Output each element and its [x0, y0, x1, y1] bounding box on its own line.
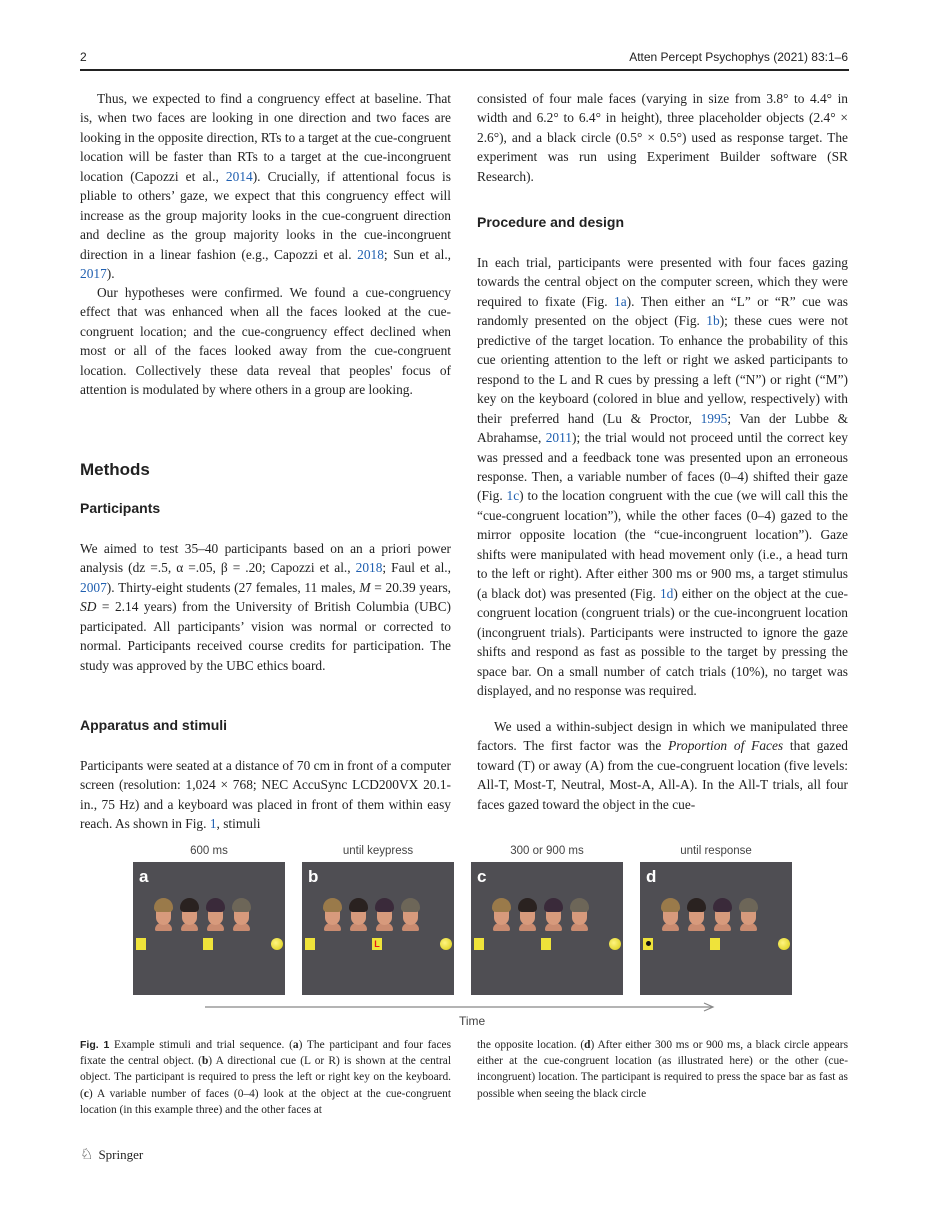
springer-logo — [80, 1145, 143, 1164]
text-run: that gazed toward (T) or away (A) from the cue-congruent location (five levels: All-T, Most-T, Neutral, Most-A, All-A). In the All-T trials, all four faces gazed toward the object in the cue- — [477, 738, 848, 812]
text-run: Our hypotheses were confirmed. We found a cue-congruency effect that was enhanced when all the faces looked at the cue-congruent location; and the cue-congruency effect declined when most or all of the faces looked away from the cue-congruent location. Collectively these data reveal that peoples' focus of attention is modulated by where others in a group are looking. — [80, 285, 451, 398]
text-run: We aimed to test 35–40 participants based on an a priori power analysis (dz =.5, α =.05, β = .20; Capozzi et al., — [80, 541, 451, 576]
citation-link[interactable]: 1c — [506, 488, 520, 504]
text-run: ); these cues were not predictive of the target location. To enhance the probability of this cue orienting attention to the left or right we asked participants to respond to the L and R cues by pressing a left (“N”) or right (“M”) key on the keyboard (colored in blue and yellow, respectively) with their preferred hand (Lu & Proctor, — [477, 313, 848, 426]
citation-link[interactable]: 1 — [209, 816, 217, 832]
citation-link[interactable]: 1d — [659, 585, 674, 601]
text-run: ). — [106, 266, 115, 282]
text-run: ). Crucially, if attentional focus is pliable to others’ gaze, we expect that this congruency effect will increase as the group majority looks in the cue-congruent direction and decline as the group majority looks in the cue-incongruent direction in a linear fashion (e.g., Capozzi et al. — [80, 168, 451, 262]
text-run: ) After either 300 ms or 900 ms, a black circle appears either at the cue-congruent location (as illustrated here) or the other (cue-incongruent) location. The participant is required to press the space bar as fast as possible when seeing the black circle — [477, 1039, 849, 1100]
text-run: ; Sun et al., — [383, 246, 452, 262]
panel-duration-label: 600 ms — [190, 845, 228, 857]
panel-letter: d — [646, 867, 657, 886]
citation-link[interactable]: 2011 — [545, 430, 573, 446]
running-header: Atten Percept Psychophys (2021) 83:1–6 — [629, 50, 848, 64]
panel-duration-label: until keypress — [342, 845, 414, 857]
springer-horse-icon: ♘ — [80, 1147, 94, 1163]
subheading-apparatus: Apparatus and stimuli — [80, 717, 228, 733]
subheading-procedure: Procedure and design — [477, 214, 625, 230]
figure-caption-left — [80, 1037, 451, 1118]
panel-letter: a — [139, 867, 149, 886]
text-run: ). Then either an “L” or “R” cue was randomly presented on the object (Fig. — [477, 293, 848, 329]
panel-duration-label: 300 or 900 ms — [510, 845, 584, 857]
figure-label: Fig. 1 — [80, 1039, 110, 1051]
text-run: M — [359, 579, 371, 595]
text-run: ). Thirty-eight students (27 females, 11 males, — [106, 579, 360, 595]
text-run: ; Faul et al., — [382, 560, 451, 576]
citation-link[interactable]: 1995 — [700, 410, 728, 426]
cue-letter: L — [374, 939, 380, 949]
text-run: , stimuli — [216, 816, 261, 832]
panel-duration-label: until response — [680, 845, 752, 857]
text-run: the opposite location. ( — [477, 1039, 585, 1051]
citation-link[interactable]: 2018 — [355, 560, 383, 576]
text-run: ) either on the object at the cue-congruent location (congruent trials) or the cue-incongruent location (incongruent trials). Participants were instructed to ignore the gaze shifts and respond as fast as possible to the target by pressing the space bar. On a small number of catch trials (10%), no target was displayed, and no response was required. — [477, 585, 848, 698]
text-run: ) A directional cue (L or R) is shown at the central object. The participant is required to press the left or right key on the keyboard. ( — [80, 1055, 451, 1100]
section-heading-methods: Methods — [80, 460, 150, 479]
text-run: Thus, we expected to find a congruency effect at baseline. That is, when two faces are looking in one direction and two faces are looking in the opposite direction, RTs to a target at the cue-congruent location will be faster than RTs to a target at the cue-incongruent location (Capozzi et al., — [80, 91, 451, 184]
text-run: ); the trial would not proceed until the correct key was pressed and a feedback tone was presented upon an erroneous response. Then, a variable number of faces (0–4) shifted their gaze (Fig. — [477, 430, 848, 504]
citation-link[interactable]: 1b — [706, 313, 720, 329]
text-run: ) The participant and four faces fixate the central object. ( — [80, 1039, 452, 1068]
citation-link[interactable]: 2017 — [80, 266, 107, 282]
citation-link[interactable]: 1a — [614, 293, 627, 309]
text-run: Proportion of Faces — [668, 738, 784, 754]
text-run: a — [292, 1039, 299, 1051]
publisher-name: Springer — [98, 1146, 144, 1162]
text-run: consisted of four male faces (varying in size from 3.8° to 4.4° in width and 6.2° to 6.4° in height), three placeholder objects (2.4° × 2.6°), and a black circle (0.5° × 0.5°) used as response target. The experiment was run using Experiment Builder software (SR Research). — [477, 91, 848, 184]
panel-letter: b — [308, 867, 319, 886]
text-run: d — [584, 1039, 591, 1051]
text-run: ; Van der Lubbe & Abrahamse, — [477, 410, 848, 446]
citation-link[interactable]: 2018 — [357, 246, 384, 262]
page-number: 2 — [80, 50, 87, 64]
text-run: = 20.39 years, — [370, 579, 452, 595]
figure-caption-right — [477, 1037, 848, 1102]
text-run: Example stimuli and trial sequence. ( — [109, 1039, 293, 1051]
text-run: = 2.14 years) from the University of British Columbia (UBC) participated. All participants’ vision was normal or corrected to normal. Participants received course credits for participation. The study was approved by the UBC ethics board. — [80, 599, 451, 673]
panel-letter: c — [477, 867, 487, 886]
citation-link[interactable]: 2007 — [80, 579, 107, 595]
citation-link[interactable]: 2014 — [225, 168, 253, 184]
text-run: Participants were seated at a distance of 70 cm in front of a computer screen (resolution: 1,024 × 768; NEC AccuSync LCD200VX 20.1-in., 75 Hz) and a keyboard was placed in front of them within easy reach. As shown in Fig. — [80, 758, 451, 832]
subheading-participants: Participants — [80, 500, 161, 516]
text-run: ) A variable number of faces (0–4) look at the object at the cue-congruent location (in this example three) and the other faces at — [80, 1087, 451, 1116]
time-axis-label: Time — [459, 1014, 486, 1028]
text-run: In each trial, participants were presented with four faces gazing towards the central object on the computer screen, which they were required to fixate (Fig. — [477, 255, 848, 309]
text-run: SD — [80, 599, 97, 615]
text-run: ) to the location congruent with the cue (we will call this the “cue-congruent location”), while the other faces (0–4) gazed to the mirror opposite location (the “cue-incongruent location”). Gaze shifts were manipulated with head movement only (i.e., a head turn to the left or right). After either 300 ms or 900 ms, a target stimulus (a black dot) was presented (Fig. — [477, 488, 848, 601]
text-run: c — [83, 1087, 89, 1100]
text-run: We used a within-subject design in which we manipulated three factors. The first factor was the — [477, 719, 848, 754]
text-run: b — [201, 1055, 209, 1068]
